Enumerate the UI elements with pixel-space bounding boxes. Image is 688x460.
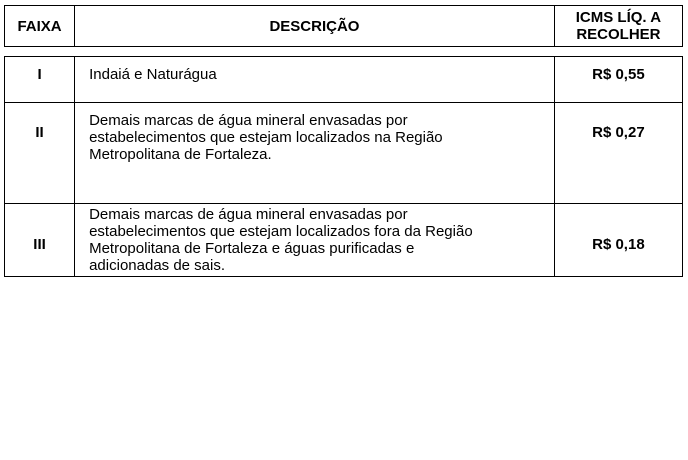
table-body	[4, 56, 683, 277]
descricao-line: Metropolitana de Fortaleza.	[89, 146, 272, 163]
table-row	[5, 204, 683, 277]
descricao-line: Metropolitana de Fortaleza e águas purificadas e	[89, 240, 415, 257]
header-faixa: FAIXA	[5, 6, 75, 47]
descricao-cell	[75, 57, 555, 103]
descricao-line: estabelecimentos que estejam localizados na Região	[89, 129, 443, 146]
descricao-line: Demais marcas de água mineral envasadas por	[89, 112, 408, 129]
icms-value: R$ 0,27	[554, 103, 682, 204]
faixa-cell: II	[5, 103, 75, 204]
table-row	[5, 103, 683, 204]
header-icms	[554, 6, 682, 47]
icms-value: R$ 0,18	[554, 204, 682, 277]
header-row	[5, 6, 683, 47]
descricao-cell	[75, 103, 555, 204]
icms-value: R$ 0,55	[554, 57, 682, 103]
faixa-cell: III	[5, 204, 75, 277]
header-icms-line2: RECOLHER	[576, 26, 661, 43]
header-icms-line1: ICMS LÍQ. A	[575, 9, 662, 26]
table-row	[5, 57, 683, 103]
descricao-cell	[75, 204, 555, 277]
descricao-line: estabelecimentos que estejam localizados fora da Região	[89, 223, 473, 240]
table-header	[4, 5, 683, 47]
descricao-line: Demais marcas de água mineral envasadas por	[89, 206, 408, 223]
header-descricao: DESCRIÇÃO	[75, 6, 555, 47]
faixa-cell: I	[5, 57, 75, 103]
descricao-line: Indaiá e Naturágua	[89, 66, 217, 83]
descricao-line: adicionadas de sais.	[89, 257, 226, 274]
